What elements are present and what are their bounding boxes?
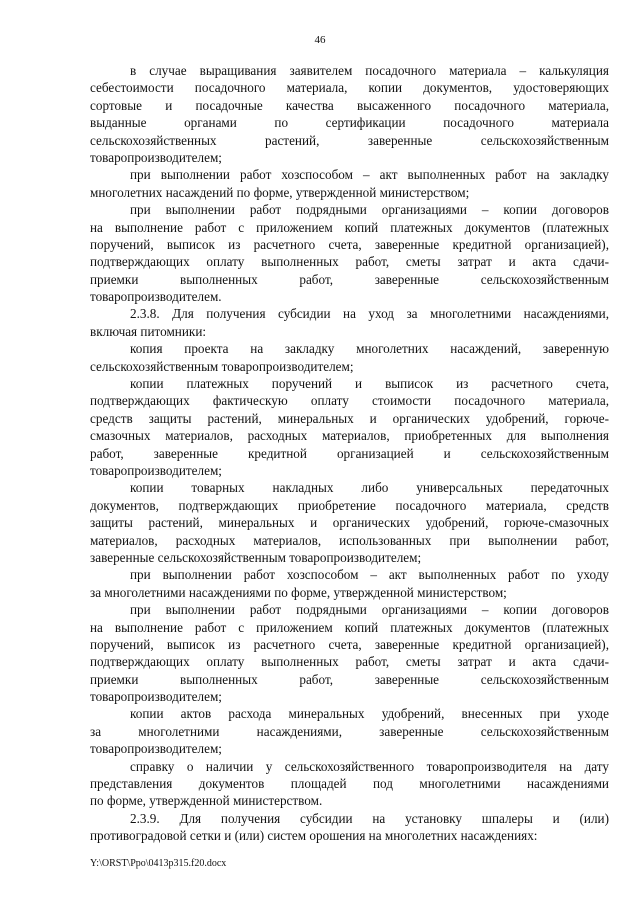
text-line: работ, заверенные кредитной организацией и сельскохозяйственным — [90, 445, 609, 461]
text-line: себестоимости посадочного материала, копии документов, удостоверяющих — [90, 80, 609, 96]
text-line: на выполнение работ с приложением копий платежных документов (платежных — [90, 219, 609, 235]
text-line: 2.3.8. Для получения субсидии на уход за многолетними насаждениями, — [130, 306, 609, 322]
text-line: сельскохозяйственных растений, заверенные сельскохозяйственным — [90, 132, 609, 148]
text-line: подтверждающих фактическую оплату стоимости посадочного материала, — [90, 393, 609, 409]
text-line: на выполнение работ с приложением копий платежных документов (платежных — [90, 619, 609, 635]
text-line: смазочных материалов, расходных материалов, приобретенных для выполнения — [90, 428, 609, 444]
text-line: при выполнении работ хозспособом – акт выполненных работ на закладку — [130, 167, 609, 183]
text-line: подтверждающих оплату выполненных работ, сметы затрат и акта сдачи- — [90, 654, 609, 670]
text-line: при выполнении работ подрядными организациями – копии договоров — [130, 202, 609, 218]
file-path-footer: Y:\ORST\Ppo\0413p315.f20.docx — [90, 858, 227, 869]
text-line: многолетних насаждений по форме, утвержденной министерством; — [90, 184, 470, 200]
text-line: подтверждающих оплату выполненных работ, сметы затрат и акта сдачи- — [90, 254, 609, 270]
text-line: защиты растений, минеральных и органических удобрений, горюче-смазочных — [90, 515, 609, 531]
text-line: представления документов площадей под многолетними насаждениями — [90, 776, 609, 792]
text-line: за многолетними насаждениями, заверенные сельскохозяйственным — [90, 723, 609, 739]
text-line: по форме, утвержденной министерством. — [90, 793, 323, 809]
text-line: за многолетними насаждениями по форме, утвержденной министерством; — [90, 584, 507, 600]
text-line: товаропроизводителем; — [90, 149, 222, 165]
text-line: заверенные сельскохозяйственным товаропроизводителем; — [90, 549, 422, 565]
text-line: товаропроизводителем. — [90, 289, 222, 305]
document-body — [90, 62, 609, 845]
text-line: товаропроизводителем; — [90, 462, 222, 478]
text-line: сортовые и посадочные качества высаженного посадочного материала, — [90, 97, 609, 113]
page-number: 46 — [314, 34, 326, 46]
text-line: копии актов расхода минеральных удобрений, внесенных при уходе — [130, 706, 609, 722]
text-line: противоградовой сетки и (или) систем орошения на многолетних насаждениях: — [90, 828, 538, 844]
text-line: приемки выполненных работ, заверенные сельскохозяйственным — [90, 271, 609, 287]
text-line: при выполнении работ хозспособом – акт выполненных работ по уходу — [130, 567, 609, 583]
text-line: материалов, расходных материалов, использованных при выполнении работ, — [90, 532, 609, 548]
text-line: товаропроизводителем; — [90, 689, 222, 705]
text-line: 2.3.9. Для получения субсидии на установку шпалеры и (или) — [130, 810, 609, 826]
text-line: справку о наличии у сельскохозяйственного товаропроизводителя на дату — [130, 758, 609, 774]
text-line: документов, подтверждающих приобретение посадочного материала, средств — [90, 497, 609, 513]
text-line: сельскохозяйственным товаропроизводителем; — [90, 358, 354, 374]
text-line: включая питомники: — [90, 323, 207, 339]
text-line: в случае выращивания заявителем посадочного материала – калькуляция — [130, 63, 609, 78]
text-line: поручений, выписок из расчетного счета, заверенные кредитной организацией), — [90, 636, 609, 652]
text-line: товаропроизводителем; — [90, 741, 222, 757]
text-line: выданные органами по сертификации посадочного материала — [90, 115, 609, 131]
text-line: средств защиты растений, минеральных и органических удобрений, горюче- — [90, 410, 609, 426]
text-line: копии товарных накладных либо универсальных передаточных — [130, 480, 609, 496]
text-line: поручений, выписок из расчетного счета, заверенные кредитной организацией), — [90, 236, 609, 252]
text-line: копии платежных поручений и выписок из расчетного счета, — [130, 376, 609, 392]
text-line: приемки выполненных работ, заверенные сельскохозяйственным — [90, 671, 609, 687]
text-line: копия проекта на закладку многолетних насаждений, заверенную — [130, 341, 609, 357]
text-line: при выполнении работ подрядными организациями – копии договоров — [130, 602, 609, 618]
